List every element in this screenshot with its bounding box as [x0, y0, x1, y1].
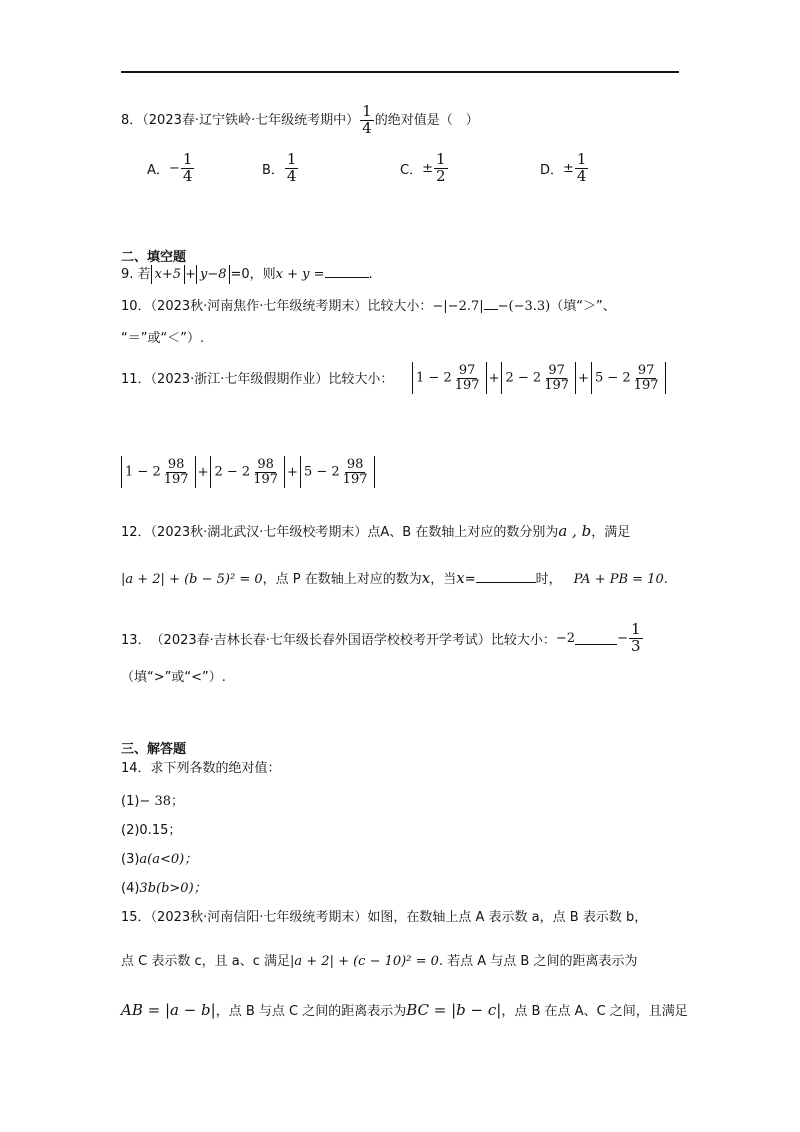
- question-source: （2023·浙江·七年级假期作业）比较大小：: [150, 372, 394, 387]
- fraction-numerator: 98: [346, 457, 364, 472]
- option-a[interactable]: [147, 152, 195, 185]
- item-value: a(a<0)；: [139, 852, 198, 867]
- operator: =: [464, 572, 476, 587]
- fraction-denominator: 197: [163, 471, 189, 487]
- question-text: ，点 B 与点 C 之间的距离表示为: [215, 1004, 407, 1019]
- question-text: ，当: [430, 572, 457, 587]
- absolute-value: 2 − 2 $\frac{98}{197}$: [210, 456, 285, 488]
- operator: +: [287, 464, 298, 480]
- question-text: ，点 P 在数轴上对应的数为: [262, 572, 422, 587]
- expression: −2: [555, 630, 576, 646]
- question-11: [121, 368, 393, 387]
- question-12: [121, 521, 630, 540]
- option-sign: ±: [422, 160, 433, 176]
- question-text: 求下列各数的绝对值：: [150, 761, 281, 776]
- question-number: 11．: [121, 372, 151, 387]
- term: 2: [505, 370, 514, 386]
- distance-expression: BC = |b − c|: [406, 1001, 502, 1019]
- option-label: C．: [400, 162, 423, 178]
- question-text: （2023秋·河南信阳·七年级统考期末）如图，在数轴上点 A 表示数 a，点 B 表示数 b，: [150, 910, 648, 925]
- question-text: . 若点 A 与点 B 之间的距离表示为: [438, 954, 638, 969]
- question-text: 点 C 表示数 c，且 a、c 满足: [121, 954, 291, 969]
- operator: +: [578, 370, 589, 386]
- question-source: （2023秋·湖北武汉·七年级校考期末）点: [150, 525, 381, 540]
- question-number: 9.: [121, 267, 134, 282]
- term: 2: [532, 370, 542, 386]
- fraction-denominator: 4: [576, 166, 587, 185]
- option-label: A．: [147, 162, 169, 178]
- question-10: [121, 295, 616, 314]
- period: .: [663, 572, 668, 587]
- fraction: [453, 364, 482, 392]
- variable: x: [421, 569, 431, 587]
- fraction-numerator: 1: [182, 150, 193, 168]
- section-heading: 二、填空题: [121, 250, 187, 265]
- option-b[interactable]: [262, 152, 299, 185]
- absolute-value: x+5: [151, 265, 186, 284]
- question-number: 12．: [121, 525, 151, 540]
- fraction: [251, 458, 280, 486]
- question-text: =0，则: [230, 267, 276, 282]
- fraction-numerator: 98: [257, 457, 274, 472]
- fraction-denominator: 197: [544, 377, 570, 393]
- period: .: [368, 267, 373, 282]
- question-8: [121, 104, 479, 137]
- answer-blank[interactable]: [476, 582, 536, 583]
- term: 5: [594, 370, 604, 386]
- fraction: [632, 364, 661, 392]
- fraction-numerator: 97: [548, 363, 565, 378]
- question-15: [121, 906, 647, 925]
- question-15-line3: [121, 1000, 688, 1019]
- question-14-item-3: [121, 848, 197, 867]
- question-number: 8．: [121, 112, 143, 128]
- question-source: （2023秋·河南焦作·七年级统考期末）比较大小：: [150, 299, 433, 314]
- answer-blank[interactable]: [575, 644, 617, 645]
- absolute-value: y−8: [196, 265, 231, 284]
- fraction-numerator: 1: [362, 102, 372, 120]
- option-d[interactable]: [540, 152, 589, 185]
- term: 1: [416, 370, 425, 386]
- item-label: (4): [121, 881, 140, 896]
- condition-expression: |a + 2| + (c − 10)² = 0: [290, 954, 439, 969]
- operator: +: [488, 370, 500, 386]
- absolute-value: 1 − 2 $\frac{98}{197}$: [121, 456, 196, 488]
- absolute-value: 5 − 2 $\frac{98}{197}$: [300, 456, 375, 488]
- fraction-denominator: 197: [633, 377, 659, 393]
- fraction-denominator: 197: [342, 471, 368, 487]
- question-14: [121, 757, 281, 776]
- question-text: A、B 在数轴上对应的数分别为: [380, 525, 559, 540]
- item-value: 0.15；: [139, 823, 182, 838]
- question-text: ，满足: [591, 525, 631, 540]
- fraction-numerator: 98: [167, 457, 185, 472]
- fraction-numerator: 1: [630, 620, 641, 638]
- question-text: （填“＞”、: [550, 299, 616, 314]
- question-number: 15．: [121, 910, 151, 925]
- question-source: （2023春·吉林长春·七年级长春外国语学校校考开学考试）比较大小：: [150, 632, 556, 648]
- question-text: 的绝对值是（ ）: [374, 112, 479, 128]
- term: 5: [303, 464, 313, 480]
- fraction: [629, 622, 643, 655]
- option-fraction: [575, 152, 589, 185]
- expression: x + y =: [275, 267, 325, 282]
- fraction-numerator: 1: [286, 150, 297, 168]
- option-fraction: [285, 152, 299, 185]
- question-10-line2: “＝”或“＜”）.: [121, 331, 205, 346]
- question-source: （2023春·辽宁铁岭·七年级统考期中）: [142, 112, 360, 128]
- operator: +: [185, 267, 196, 282]
- option-label: D．: [540, 162, 564, 178]
- item-value: − 38；: [139, 794, 184, 809]
- item-value: 3b(b>0)；: [139, 881, 207, 896]
- item-label: (1): [121, 794, 140, 809]
- question-15-line2: [121, 950, 637, 969]
- term: 1: [125, 464, 134, 480]
- question-text: 时，: [535, 572, 562, 587]
- fraction-denominator: 4: [182, 166, 193, 185]
- term: 2: [443, 370, 452, 386]
- fraction-denominator: 197: [454, 377, 480, 393]
- fraction: [341, 458, 370, 486]
- question-text: ，点 B 在点 A、C 之间，且满足: [501, 1004, 688, 1019]
- question-number: 13．: [121, 632, 151, 648]
- item-label: (3): [121, 852, 140, 867]
- sign: −: [617, 630, 628, 646]
- fraction: [360, 104, 374, 137]
- fraction-denominator: 3: [630, 636, 641, 655]
- comparison-row-2: [121, 456, 375, 488]
- distance-expression: AB = |a − b|: [121, 1001, 216, 1019]
- fraction: [542, 364, 571, 392]
- result-expression: PA + PB = 10: [573, 572, 664, 587]
- fraction-numerator: 97: [458, 363, 476, 378]
- question-12-line2: [121, 568, 668, 587]
- fraction-denominator: 4: [286, 166, 297, 185]
- condition-expression: |a + 2| + (b − 5)² = 0: [121, 572, 263, 587]
- term: 2: [331, 464, 340, 480]
- answer-blank[interactable]: [484, 309, 498, 310]
- term: 2: [622, 370, 631, 386]
- expression: −(−3.3): [497, 299, 551, 314]
- option-sign: ±: [563, 160, 574, 176]
- fraction-numerator: 1: [435, 150, 446, 168]
- question-9: [121, 263, 373, 284]
- option-fraction: [181, 152, 195, 185]
- fraction-denominator: 197: [253, 471, 279, 487]
- question-13-line2: （填“>”或“<”）.: [121, 670, 226, 685]
- option-sign: −: [168, 160, 180, 176]
- term: 2: [241, 464, 251, 480]
- question-number: 10．: [121, 299, 151, 314]
- expression: −|−2.7|: [432, 299, 484, 314]
- item-label: (2): [121, 823, 140, 838]
- answer-blank[interactable]: [325, 277, 369, 278]
- absolute-value: 1 − 2 $\frac{97}{197}$: [412, 362, 487, 394]
- fraction-numerator: 97: [637, 363, 655, 378]
- option-c[interactable]: [400, 152, 449, 185]
- question-14-item-2: [121, 819, 181, 838]
- option-fraction: [434, 152, 448, 185]
- term: 2: [214, 464, 223, 480]
- comparison-row-1: [412, 362, 666, 394]
- fraction: [162, 458, 191, 486]
- variables: a , b: [558, 522, 592, 540]
- fraction-denominator: 4: [362, 118, 372, 137]
- absolute-value: 2 − 2 $\frac{97}{197}$: [501, 362, 576, 394]
- fraction-numerator: 1: [576, 150, 587, 168]
- question-14-item-1: [121, 790, 184, 809]
- question-text: 若: [137, 267, 151, 282]
- section-heading: 三、解答题: [121, 742, 187, 757]
- question-14-item-4: [121, 877, 207, 896]
- fraction-denominator: 2: [435, 166, 446, 185]
- question-13: [121, 622, 644, 655]
- top-rule: [121, 71, 679, 73]
- operator: +: [197, 464, 209, 480]
- question-number: 14．: [121, 761, 151, 776]
- absolute-value: 5 − 2 $\frac{97}{197}$: [591, 362, 666, 394]
- term: 2: [152, 464, 161, 480]
- variable: x: [456, 569, 465, 587]
- option-label: B．: [262, 162, 284, 178]
